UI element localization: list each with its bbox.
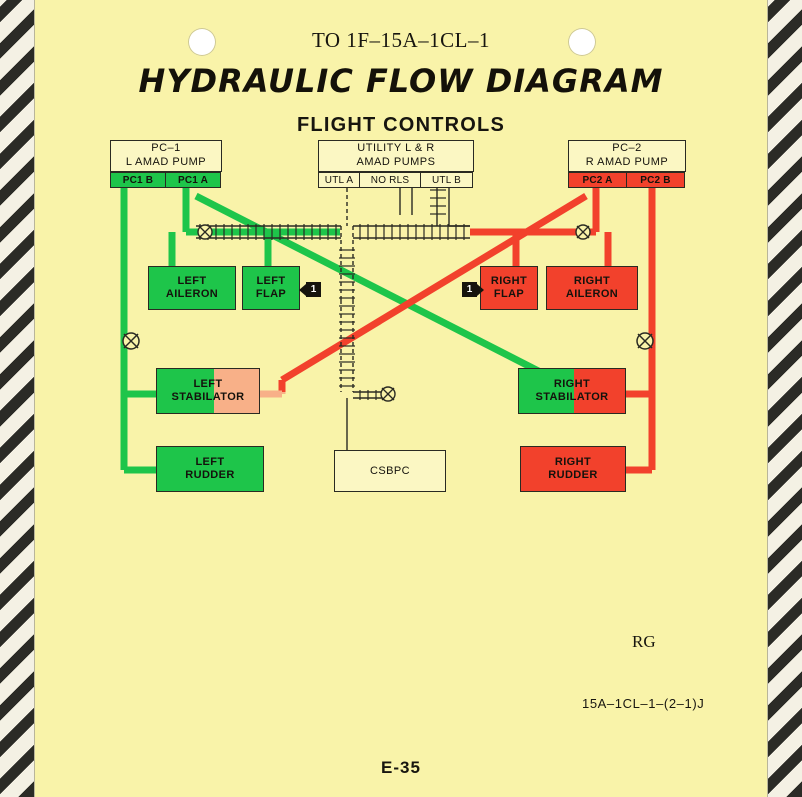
csbpc-label: CSBPC [370, 464, 410, 477]
right-flap-line2: FLAP [493, 288, 525, 300]
initials-stamp: RG [632, 632, 656, 651]
left-stabilator-line2: STABILATOR [171, 391, 245, 403]
source-utility-tags [318, 172, 474, 188]
source-pc2-line1: PC–2 [612, 142, 642, 155]
left-rudder-line1: LEFT [195, 456, 225, 469]
right-rudder-line2: RUDDER [548, 469, 598, 481]
source-utility-line2: AMAD PUMPS [356, 156, 436, 168]
component-left-rudder[interactable] [156, 446, 264, 492]
component-right-aileron[interactable] [546, 266, 638, 310]
left-stabilator-line1: LEFT [193, 378, 223, 391]
tag-pc1-a[interactable]: PC1 A [165, 172, 221, 188]
component-right-rudder[interactable] [520, 446, 626, 492]
tag-pc2-a[interactable]: PC2 A [568, 172, 627, 188]
page-title: HYDRAULIC FLOW DIAGRAM [138, 62, 664, 100]
left-rudder-line2: RUDDER [185, 469, 235, 481]
document-number: 15A–1CL–1–(2–1)J [582, 696, 705, 711]
left-aileron-line2: AILERON [165, 288, 219, 300]
left-flap-line2: FLAP [255, 288, 287, 300]
component-left-stabilator[interactable] [156, 368, 260, 414]
source-utility-line1: UTILITY L & R [357, 142, 435, 155]
right-stabilator-line1: RIGHT [553, 378, 591, 391]
tag-utl-b[interactable]: UTL B [420, 172, 473, 188]
tag-pc2-b[interactable]: PC2 B [626, 172, 685, 188]
source-pc1-line2: L AMAD PUMP [125, 156, 207, 168]
left-aileron-line1: LEFT [177, 275, 207, 288]
source-pc2-header [568, 140, 686, 172]
tag-utl-a[interactable]: UTL A [318, 172, 360, 188]
right-aileron-line2: AILERON [565, 288, 619, 300]
source-utility-header [318, 140, 474, 172]
right-aileron-line1: RIGHT [573, 275, 611, 288]
tag-no-rls[interactable]: NO RLS [359, 172, 421, 188]
source-pc2-line2: R AMAD PUMP [585, 156, 669, 168]
source-pc1-header [110, 140, 222, 172]
callout-right-label: 1 [466, 284, 473, 295]
left-flap-line1: LEFT [256, 275, 286, 288]
source-pc2-tags [568, 172, 686, 188]
source-pc1-tags [110, 172, 222, 188]
callout-left-label: 1 [310, 284, 317, 295]
right-rudder-line1: RIGHT [554, 456, 592, 469]
right-stabilator-line2: STABILATOR [535, 391, 609, 403]
tag-pc1-b[interactable]: PC1 B [110, 172, 166, 188]
right-flap-line1: RIGHT [490, 275, 528, 288]
callout-right-1 [462, 282, 477, 297]
component-right-flap[interactable] [480, 266, 538, 310]
callout-left-1 [306, 282, 321, 297]
page-subtitle: FLIGHT CONTROLS [297, 114, 505, 136]
component-csbpc[interactable] [334, 450, 446, 492]
source-pc1-line1: PC–1 [151, 142, 181, 155]
component-left-aileron[interactable] [148, 266, 236, 310]
page-number: E-35 [381, 758, 421, 777]
document-reference: TO 1F–15A–1CL–1 [311, 28, 491, 52]
component-right-stabilator[interactable] [518, 368, 626, 414]
component-left-flap[interactable] [242, 266, 300, 310]
